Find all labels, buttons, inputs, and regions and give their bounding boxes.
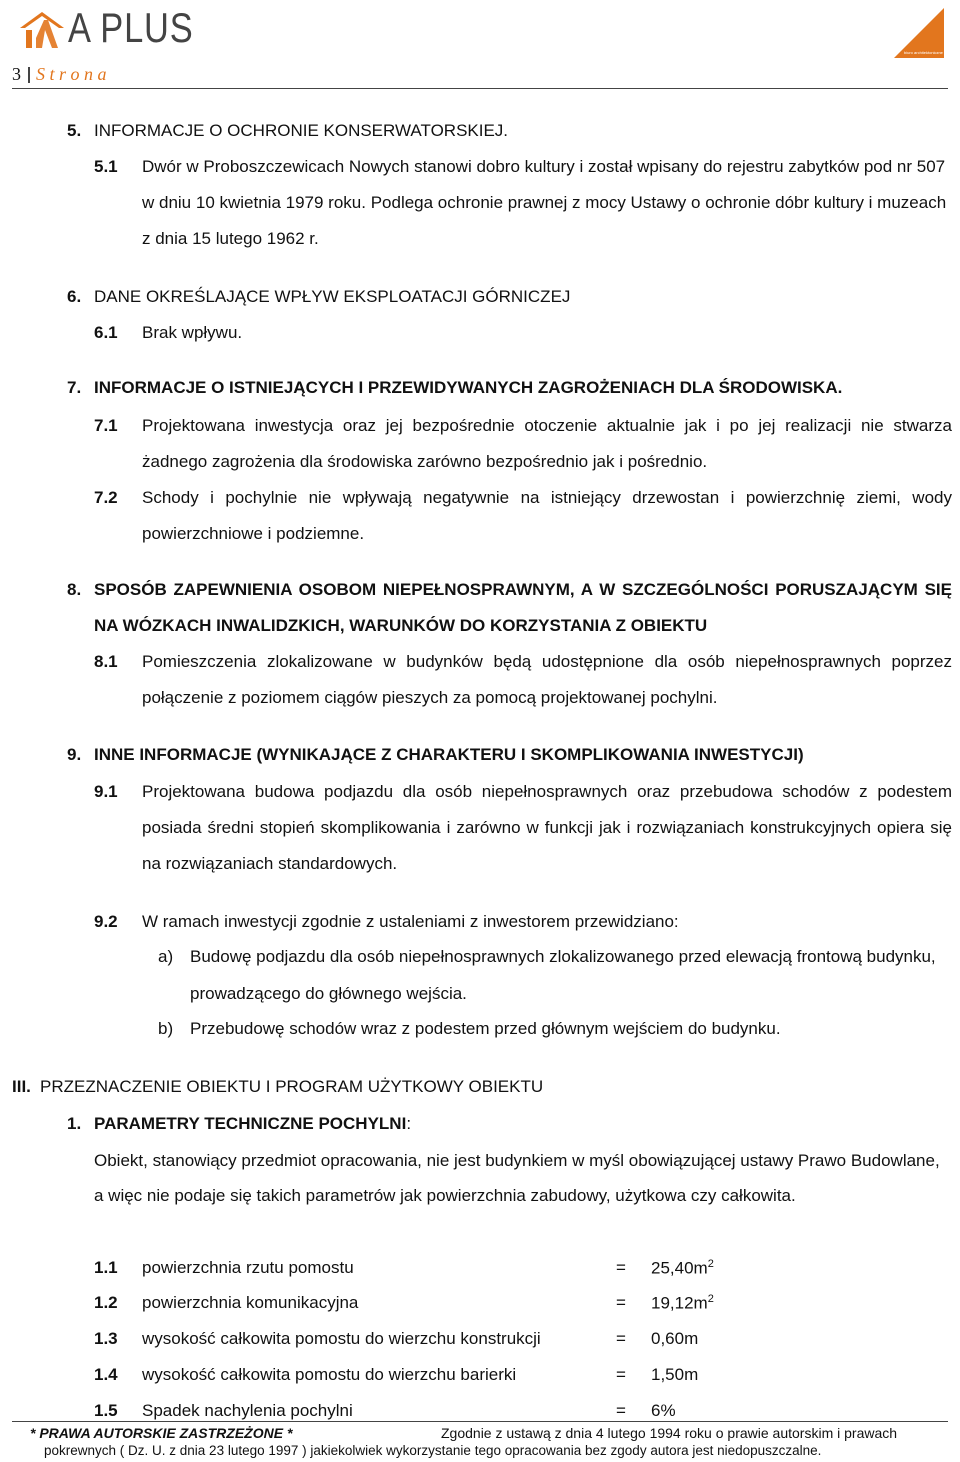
para-6-1-text: Brak wpływu. xyxy=(142,323,243,342)
param-unit-sup: 2 xyxy=(707,1258,714,1270)
footer-copyright: * PRAWA AUTORSKIE ZASTRZEŻONE * xyxy=(30,1425,293,1441)
param-value-text: 25,40m xyxy=(651,1258,708,1278)
para-7-1-number: 7.1 xyxy=(94,416,118,435)
param-eq: = xyxy=(616,1329,626,1348)
page-number: 3 xyxy=(12,64,21,84)
subsection-1-heading xyxy=(94,1114,411,1134)
section-6-number: 6. xyxy=(67,287,82,306)
para-5-1-line: z dnia 15 lutego 1962 r. xyxy=(142,229,319,248)
param-eq: = xyxy=(616,1293,626,1312)
logo-house-icon xyxy=(12,8,72,52)
logo-text: A PLUS xyxy=(68,4,194,51)
param-number: 1.4 xyxy=(94,1365,118,1384)
param-label: powierzchnia rzutu pomostu xyxy=(142,1258,354,1277)
param-label: wysokość całkowita pomostu do wierzchu barierki xyxy=(142,1365,517,1384)
para-6-1-number: 6.1 xyxy=(94,323,118,342)
para-5-1-line: w dniu 10 kwietnia 1979 roku. Podlega ochronie prawnej z mocy Ustawy o ochronie dóbr kultury i muzeach xyxy=(142,193,947,212)
param-label: powierzchnia komunikacyjna xyxy=(142,1293,359,1312)
intro-line: a więc nie podaje się takich parametrów jak powierzchnia zabudowy, użytkowa czy całkowita. xyxy=(94,1186,796,1205)
section-5-number: 5. xyxy=(67,121,82,140)
section-9-title: INNE INFORMACJE (WYNIKAJĄCE Z CHARAKTERU I SKOMPLIKOWANIA INWESTYCJI) xyxy=(94,745,804,764)
param-value: 0,60m xyxy=(651,1329,699,1348)
section-6-title: DANE OKREŚLAJĄCE WPŁYW EKSPLOATACJI GÓRNICZEJ xyxy=(94,287,571,306)
para-8-1-line: połączenie z poziomem ciągów pieszych za pomocą projektowanej pochylni. xyxy=(142,688,718,707)
subsection-1-colon: : xyxy=(406,1114,412,1133)
list-item-line: Przebudowę schodów wraz z podestem przed głównym wejściem do budynku. xyxy=(190,1019,781,1038)
param-number: 1.5 xyxy=(94,1401,118,1420)
param-label: wysokość całkowita pomostu do wierzchu konstrukcji xyxy=(142,1329,541,1348)
para-8-1-number: 8.1 xyxy=(94,652,118,671)
list-item-line: Budowę podjazdu dla osób niepełnosprawnych zlokalizowanego przed elewacją frontową budynku, xyxy=(190,947,936,966)
param-value: 1,50m xyxy=(651,1365,699,1384)
intro-line: Obiekt, stanowiący przedmiot opracowania, nie jest budynkiem w myśl obowiązującej ustawy Prawo Budowlane, xyxy=(94,1151,940,1170)
para-9-1-line: Projektowana budowa podjazdu dla osób niepełnosprawnych oraz przebudowa schodów z podestem xyxy=(142,782,952,801)
param-number: 1.3 xyxy=(94,1329,118,1348)
param-value-text: 19,12m xyxy=(651,1293,708,1313)
list-item-marker: a) xyxy=(158,947,174,966)
page-word: S t r o n a xyxy=(36,64,107,84)
para-7-1-line: Projektowana inwestycja oraz jej bezpośrednie otoczenie aktualnie jak i po jej realizacji nie stwarza xyxy=(142,416,952,435)
para-9-2-number: 9.2 xyxy=(94,912,118,931)
para-5-1-line: Dwór w Proboszczewicach Nowych stanowi dobro kultury i został wpisany do rejestru zabytków pod nr 507 xyxy=(142,157,946,176)
subsection-1-title: PARAMETRY TECHNICZNE POCHYLNI xyxy=(94,1114,407,1133)
subsection-1-number: 1. xyxy=(67,1114,82,1133)
list-item-line: prowadzącego do głównego wejścia. xyxy=(190,984,467,1003)
corner-logo-text: biuro architektoniczne xyxy=(904,50,943,55)
para-9-1-line: posiada średni stopień skomplikowania i zarówno w funkcji jak i rozwiązaniach konstrukcyjnych opiera się xyxy=(142,818,952,837)
footer-line-2: pokrewnych ( Dz. U. z dnia 23 lutego 1997 ) jakiekolwiek wykorzystanie tego opracowania bez zgody autora jest niedopuszczalne. xyxy=(44,1443,822,1458)
param-value xyxy=(651,1258,714,1279)
para-7-2-line: Schody i pochylnie nie wpływają negatywnie na istniejący drzewostan i powierzchnię ziemi, wody xyxy=(142,488,952,507)
param-eq: = xyxy=(616,1401,626,1420)
section-III-number: III. xyxy=(12,1077,31,1096)
param-unit-sup: 2 xyxy=(707,1293,714,1305)
param-value xyxy=(651,1293,714,1314)
section-7-title: INFORMACJE O ISTNIEJĄCYCH I PRZEWIDYWANYCH ZAGROŻENIACH DLA ŚRODOWISKA. xyxy=(94,378,843,397)
corner-logo-icon xyxy=(890,4,948,60)
para-5-1-number: 5.1 xyxy=(94,157,118,176)
header-rule xyxy=(12,88,948,89)
section-9-number: 9. xyxy=(67,745,82,764)
footer-law-text: Zgodnie z ustawą z dnia 4 lutego 1994 roku o prawie autorskim i prawach xyxy=(441,1425,898,1441)
para-7-1-line: żadnego zagrożenia dla środowiska zarówno bezpośrednio jak i pośrednio. xyxy=(142,452,708,471)
section-III-title: PRZEZNACZENIE OBIEKTU I PROGRAM UŻYTKOWY OBIEKTU xyxy=(40,1077,544,1096)
param-eq: = xyxy=(616,1365,626,1384)
para-9-1-number: 9.1 xyxy=(94,782,118,801)
param-eq: = xyxy=(616,1258,626,1277)
section-8-title-line: NA WÓZKACH INWALIDZKICH, WARUNKÓW DO KORZYSTANIA Z OBIEKTU xyxy=(94,616,708,635)
param-number: 1.1 xyxy=(94,1258,118,1277)
para-9-1-line: na rozwiązaniach standardowych. xyxy=(142,854,398,873)
para-7-2-number: 7.2 xyxy=(94,488,118,507)
section-8-title-line: SPOSÓB ZAPEWNIENIA OSOBOM NIEPEŁNOSPRAWNYM, A W SZCZEGÓLNOŚCI PORUSZAJĄCYM SIĘ xyxy=(94,580,952,599)
section-5-title: INFORMACJE O OCHRONIE KONSERWATORSKIEJ. xyxy=(94,121,509,140)
page-divider-mark xyxy=(28,67,30,83)
para-8-1-line: Pomieszczenia zlokalizowane w budynków będą udostępnione dla osób niepełnosprawnych poprzez xyxy=(142,652,952,671)
section-7-number: 7. xyxy=(67,378,82,397)
param-value: 6% xyxy=(651,1401,676,1420)
param-label: Spadek nachylenia pochylni xyxy=(142,1401,353,1420)
list-item-marker: b) xyxy=(158,1019,174,1038)
page-header xyxy=(0,0,960,95)
param-number: 1.2 xyxy=(94,1293,118,1312)
para-9-2-text: W ramach inwestycji zgodnie z ustaleniami z inwestorem przewidziano: xyxy=(142,912,679,931)
para-7-2-line: powierzchniowe i podziemne. xyxy=(142,524,365,543)
section-8-number: 8. xyxy=(67,580,82,599)
footer-rule xyxy=(12,1421,948,1422)
